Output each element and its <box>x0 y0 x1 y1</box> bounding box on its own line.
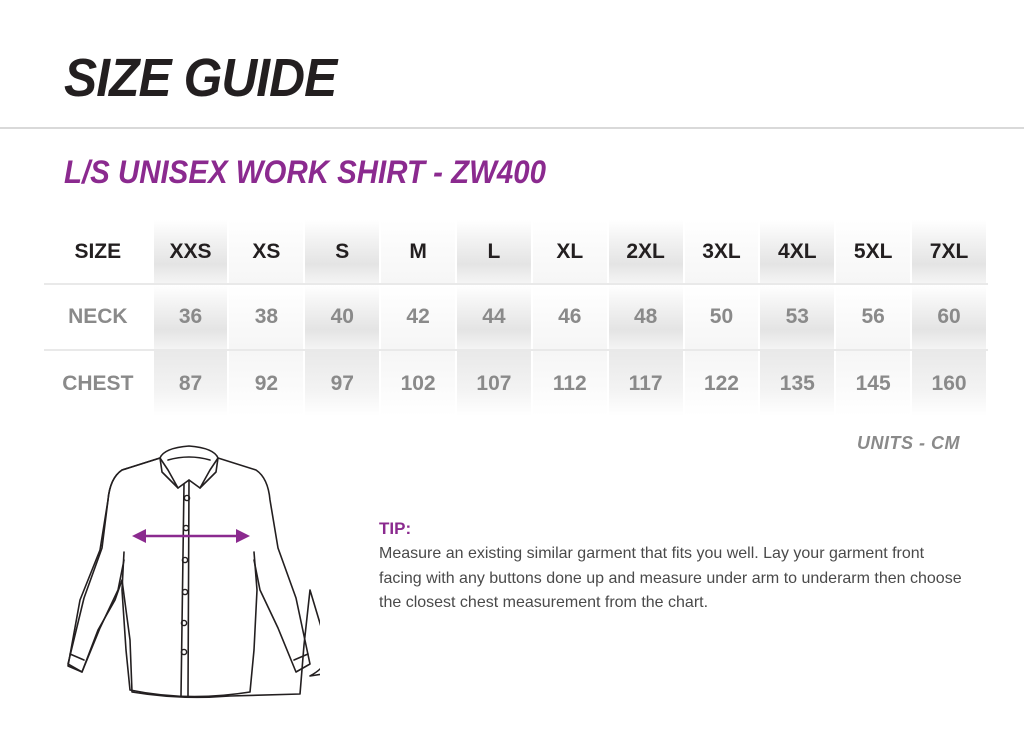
table-header-cell: XXS <box>153 220 229 284</box>
table-header-cell: XS <box>228 220 304 284</box>
table-header-cell: 4XL <box>759 220 835 284</box>
table-header-cell: S <box>304 220 380 284</box>
header-divider <box>0 127 1024 129</box>
table-header-row <box>44 220 987 284</box>
table-header-cell: XL <box>532 220 608 284</box>
tip-heading: TIP: <box>379 519 412 538</box>
table-cell: 56 <box>835 284 911 350</box>
table-cell: 102 <box>380 350 456 416</box>
table-cell: 36 <box>153 284 229 350</box>
table-cell: 87 <box>153 350 229 416</box>
table-cell: 107 <box>456 350 532 416</box>
units-label: UNITS - CM <box>857 433 960 453</box>
shirt-illustration <box>60 440 320 705</box>
table-header-cell: 7XL <box>911 220 987 284</box>
table-cell: 145 <box>835 350 911 416</box>
table-cell: 160 <box>911 350 987 416</box>
table-row-label: NECK <box>44 284 153 350</box>
table-cell: 122 <box>684 350 760 416</box>
product-title: L/S UNISEX WORK SHIRT - ZW400 <box>64 154 546 190</box>
table-cell: 60 <box>911 284 987 350</box>
table-cell: 44 <box>456 284 532 350</box>
table-row-chest <box>44 350 987 416</box>
table-header-cell: 5XL <box>835 220 911 284</box>
table-cell: 38 <box>228 284 304 350</box>
table-header-cell: 2XL <box>608 220 684 284</box>
table-row-neck <box>44 284 987 350</box>
table-cell: 50 <box>684 284 760 350</box>
size-chart-table <box>44 220 988 416</box>
table-cell: 40 <box>304 284 380 350</box>
table-cell: 117 <box>608 350 684 416</box>
table-row-label: CHEST <box>44 350 153 416</box>
table-cell: 53 <box>759 284 835 350</box>
table-cell: 48 <box>608 284 684 350</box>
tip-text: Measure an existing similar garment that fits you well. Lay your garment front facing with any buttons done up and measure under arm to underarm then choose the closest chest measurement from the chart. <box>379 545 962 611</box>
table-cell: 42 <box>380 284 456 350</box>
table-header-cell: SIZE <box>44 220 153 284</box>
table-header-cell: M <box>380 220 456 284</box>
table-cell: 97 <box>304 350 380 416</box>
table-cell: 135 <box>759 350 835 416</box>
page-title: SIZE GUIDE <box>64 48 337 108</box>
table-cell: 46 <box>532 284 608 350</box>
table-header-cell: 3XL <box>684 220 760 284</box>
table-cell: 112 <box>532 350 608 416</box>
table-header-cell: L <box>456 220 532 284</box>
table-cell: 92 <box>228 350 304 416</box>
